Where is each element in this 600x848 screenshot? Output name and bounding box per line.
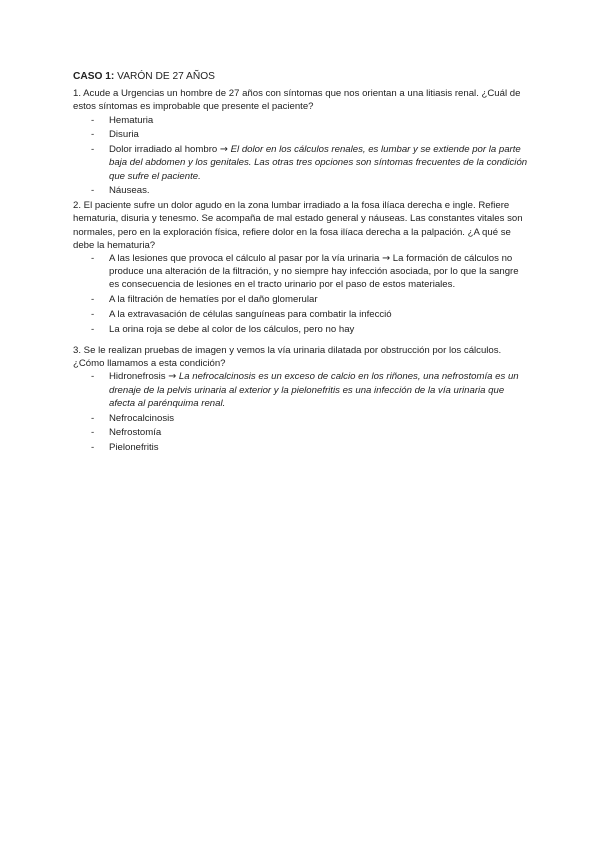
option-label: Disuria [109, 129, 139, 141]
question-3-options [73, 370, 529, 454]
option-item-correct: - Dolor irradiado al hombro → El dolor en los cálculos renales, es lumbar y se extiende por la parte baja del abdomen y los genitales. Las otras tres opciones son síntomas frecuentes de la condición que sufre el paciente. [91, 144, 528, 182]
option-label: Hidronefrosis [109, 371, 166, 383]
option-item: - A la extravasación de células sanguíneas para combatir la infecció [91, 309, 392, 321]
option-label: A la extravasación de células sanguíneas para combatir la infecció [109, 309, 392, 321]
option-label: Pielonefritis [109, 442, 159, 454]
option-explanation: La nefrocalcinosis es un exceso de calcio en los riñones, una nefrostomía es un drenaje de la pelvis urinaria al exterior y la pielonefritis es una infección de la vía urinaria que afecta al parénquima renal. [109, 371, 519, 409]
option-item: - Hematuria [91, 114, 154, 126]
option-explanation: La formación de cálculos no produce una alteración de la filtración, y no siempre hay infección asociada, por lo que la sangre es consecuencia de lesiones en el tracto urinario por el paso de estos materiales. [109, 253, 519, 291]
arrow-icon: → [382, 253, 391, 265]
option-item: - La orina roja se debe al color de los cálculos, pero no hay [91, 323, 355, 335]
option-item: - Náuseas. [91, 185, 150, 197]
option-label: Dolor irradiado al hombro [109, 144, 218, 156]
arrow-icon: → [219, 144, 228, 156]
case-title-label: CASO 1: [73, 71, 115, 82]
option-label: Nefrocalcinosis [109, 412, 175, 424]
option-label: Nefrostomía [109, 427, 162, 439]
option-item-correct: - Hidronefrosis → La nefrocalcinosis es un exceso de calcio en los riñones, una nefrostomía es un drenaje de la pelvis urinaria al exterior y la pielonefritis es una infección de la vía urinaria que afecta al parénquima renal. [91, 371, 519, 409]
option-explanation: El dolor en los cálculos renales, es lumbar y se extiende por la parte baja del abdomen y los genitales. Las otras tres opciones son síntomas frecuentes de la condición que sufre el paciente. [109, 144, 528, 182]
option-item-correct: - A las lesiones que provoca el cálculo al pasar por la vía urinaria → La formación de cálculos no produce una alteración de la filtración, y no siempre hay infección asociada, por lo que la sangre es consecuencia de lesiones en el tracto urinario por el paso de estos materiales. [91, 253, 519, 291]
case-title-subject: VARÓN DE 27 AÑOS [117, 71, 215, 82]
option-label: Náuseas. [109, 185, 150, 197]
question-1-options [73, 114, 529, 198]
option-label: A las lesiones que provoca el cálculo al pasar por la vía urinaria [109, 253, 380, 265]
option-label: La orina roja se debe al color de los cálculos, pero no hay [109, 323, 355, 335]
question-1-text: 1. Acude a Urgencias un hombre de 27 años con síntomas que nos orientan a una litiasis renal. ¿Cuál de estos síntomas es improbable que presente el paciente? [73, 88, 521, 113]
option-item: - A la filtración de hematíes por el daño glomerular [91, 294, 318, 306]
option-item: - Disuria [91, 129, 139, 141]
option-label: Hematuria [109, 114, 154, 126]
option-item: - Nefrostomía [91, 427, 162, 439]
document-content [73, 70, 529, 456]
option-label: A la filtración de hematíes por el daño glomerular [109, 294, 318, 306]
arrow-icon: → [168, 371, 177, 383]
option-item: - Pielonefritis [91, 442, 159, 454]
option-item: - Nefrocalcinosis [91, 412, 175, 424]
question-3-text: 3. Se le realizan pruebas de imagen y vemos la vía urinaria dilatada por obstrucción por los cálculos. ¿Cómo llamamos a esta condición? [73, 345, 502, 370]
case-title [73, 70, 529, 83]
question-2-options [73, 252, 529, 336]
question-2-text: 2. El paciente sufre un dolor agudo en la zona lumbar irradiado a la fosa ilíaca derecha e ingle. Refiere hematuria, disuria y tenesmo. Se acompaña de mal estado general y náuseas. Las constantes vitales son normales, pero en la exploración física, refiere dolor en la fosa ilíaca derecha a la palpación. ¿A qué se debe la hematuria? [73, 200, 523, 251]
